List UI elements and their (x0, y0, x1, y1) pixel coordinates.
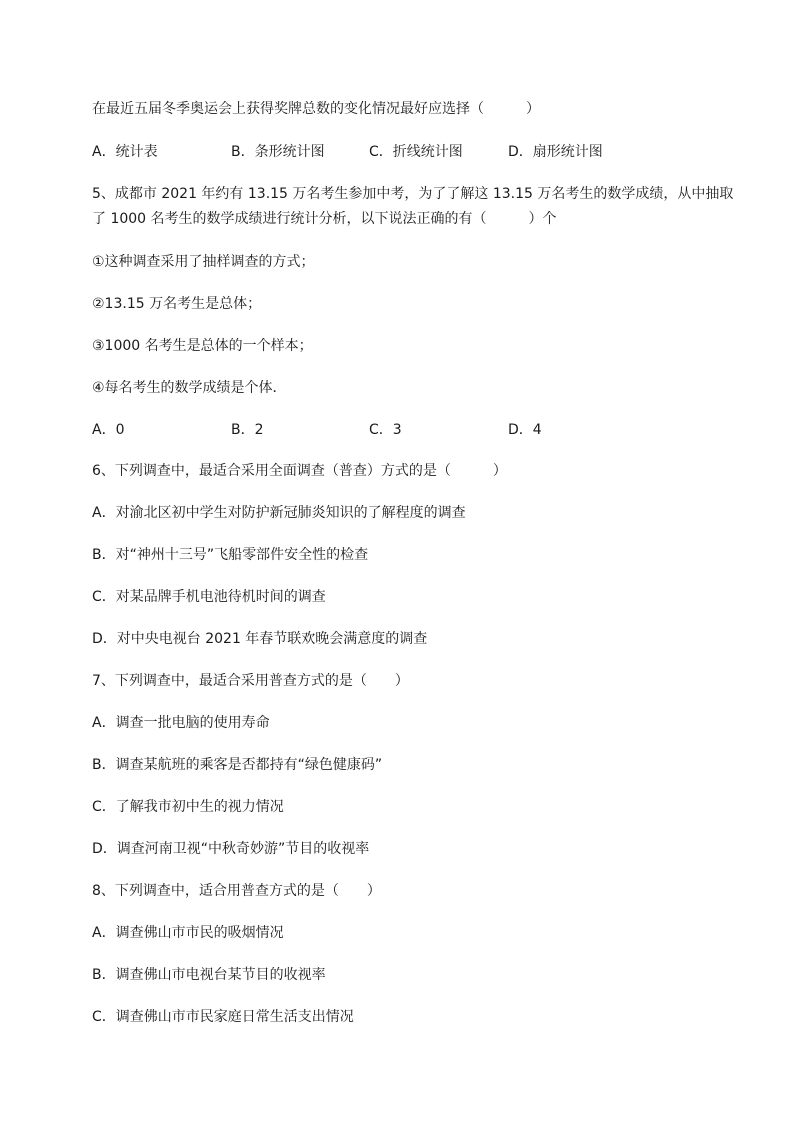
q8-option-a: A．调查佛山市市民的吸烟情况 (92, 925, 284, 941)
q8-option-b: B．调查佛山市电视台某节目的收视率 (92, 967, 326, 983)
q5-statement-4: ④每名考生的数学成绩是个体． (92, 380, 287, 396)
q4-option-c: C．折线统计图 (369, 144, 463, 160)
q7-option-b: B．调查某航班的乘客是否都持有“绿色健康码” (92, 757, 383, 773)
q5-option-d: D．4 (508, 422, 542, 438)
q4-option-b: B．条形统计图 (231, 144, 325, 160)
q6-stem: 6、下列调查中，最适合采用全面调查（普查）方式的是（ ） (92, 463, 507, 479)
q5-option-c: C．3 (369, 422, 402, 438)
q5-statement-1: ①这种调查采用了抽样调查的方式； (92, 254, 315, 270)
q6-option-a: A．对渝北区初中学生对防护新冠肺炎知识的了解程度的调查 (92, 505, 466, 521)
q5-stem-line1: 5、成都市 2021 年约有 13.15 万名考生参加中考，为了了解这 13.15 万名考生的数学成绩，从中抽取 (92, 186, 734, 202)
q8-option-c: C．调查佛山市市民家庭日常生活支出情况 (92, 1009, 354, 1025)
q7-option-c: C．了解我市初中生的视力情况 (92, 799, 284, 815)
q5-option-a: A．0 (92, 422, 125, 438)
q8-stem: 8、下列调查中，适合用普查方式的是（ ） (92, 883, 381, 899)
q5-stem-line2: 了 1000 名考生的数学成绩进行统计分析，以下说法正确的有（ ）个 (92, 211, 557, 227)
q6-option-b: B．对“神州十三号”飞船零部件安全性的检查 (92, 547, 369, 563)
q5-statement-2: ②13.15 万名考生是总体； (92, 296, 262, 312)
q7-stem: 7、下列调查中，最适合采用普查方式的是（ ） (92, 673, 409, 689)
q7-option-a: A．调查一批电脑的使用寿命 (92, 715, 270, 731)
q7-option-d: D．调查河南卫视“中秋奇妙游”节目的收视率 (92, 841, 370, 857)
q6-option-c: C．对某品牌手机电池待机时间的调查 (92, 589, 326, 605)
q6-option-d: D．对中央电视台 2021 年春节联欢晚会满意度的调查 (92, 631, 428, 647)
q5-statement-3: ③1000 名考生是总体的一个样本； (92, 338, 313, 354)
q4-stem-tail: 在最近五届冬季奥运会上获得奖牌总数的变化情况最好应选择（ ） (92, 101, 540, 117)
q5-option-b: B．2 (231, 422, 264, 438)
q4-option-d: D．扇形统计图 (508, 144, 603, 160)
q4-option-a: A．统计表 (92, 144, 158, 160)
